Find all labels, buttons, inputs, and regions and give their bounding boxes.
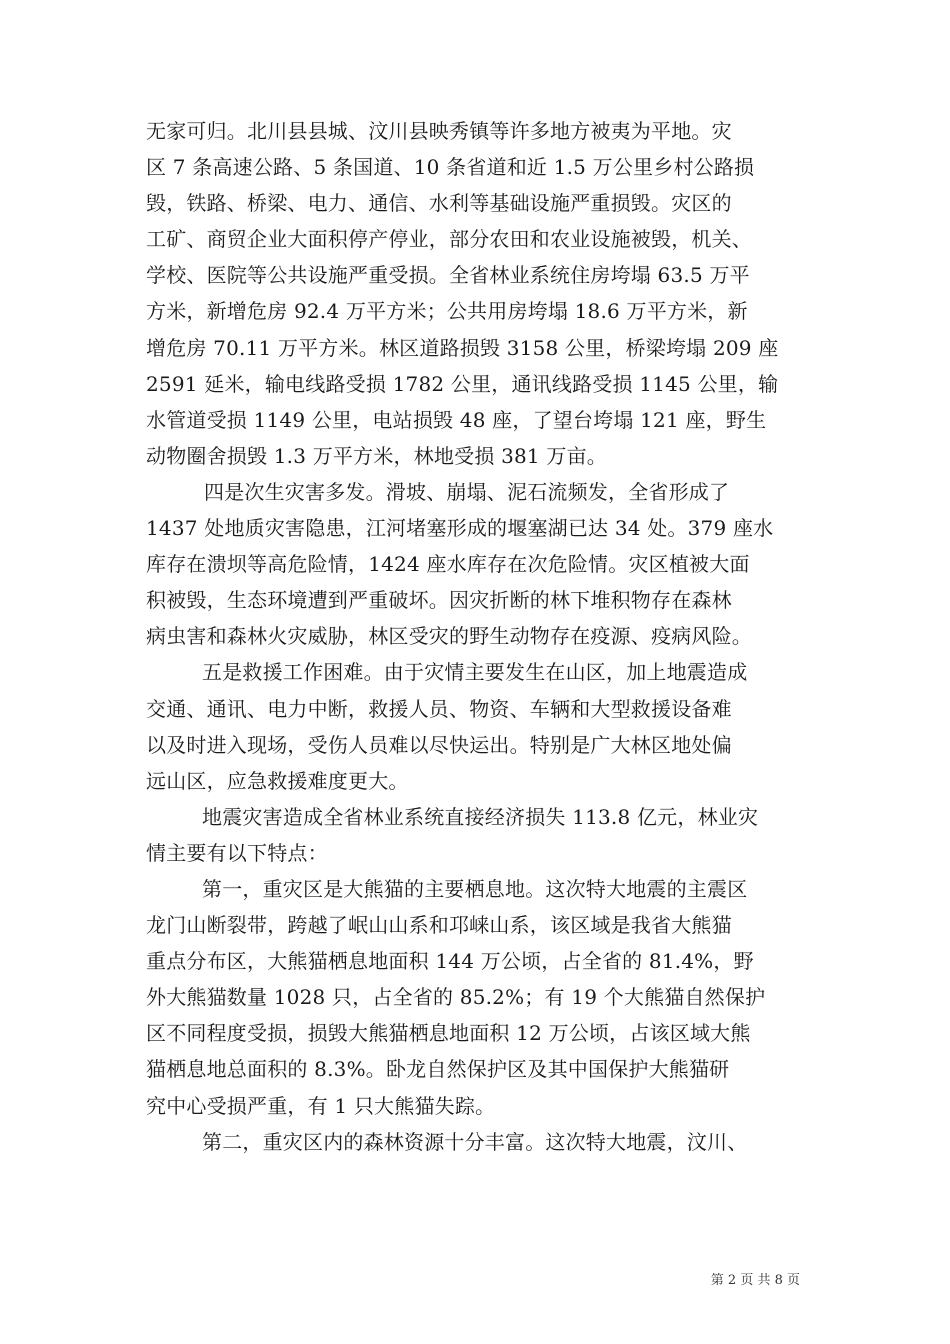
text-line: 库存在溃坝等高危险情，1424 座水库存在次危险情。灾区植被大面: [146, 552, 750, 577]
text-line: 外大熊猫数量 1028 只，占全省的 85.2%；有 19 个大熊猫自然保护: [146, 985, 766, 1010]
text-line: 远山区，应急救援难度更大。: [146, 768, 409, 793]
text-line: 水管道受损 1149 公里，电站损毁 48 座，了望台垮塌 121 座，野生: [146, 407, 767, 432]
paragraph-first-line: 第二，重灾区内的森林资源十分丰富。这次特大地震，汶川、: [202, 1129, 748, 1154]
text-line: 方米，新增危房 92.4 万平方米；公共用房垮塌 18.6 万平方米，新: [146, 299, 748, 324]
text-line: 无家可归。北川县县城、汶川县映秀镇等许多地方被夷为平地。灾: [146, 119, 732, 143]
text-line: 病虫害和森林火灾威胁，林区受灾的野生动物存在疫源、疫病风险。: [146, 624, 752, 649]
text-line: 猫栖息地总面积的 8.3%。卧龙自然保护区及其中国保护大熊猫研: [146, 1057, 730, 1082]
page-number-footer: 第 2 页 共 8 页: [710, 1273, 800, 1288]
text-line: 毁，铁路、桥梁、电力、通信、水利等基础设施严重损毁。灾区的: [146, 191, 732, 216]
text-line: 学校、医院等公共设施严重受损。全省林业系统住房垮塌 63.5 万平: [146, 263, 750, 288]
text-line: 动物圈舍损毁 1.3 万平方米，林地受损 381 万亩。: [146, 443, 608, 468]
paragraph-first-line: 四是次生灾害多发。滑坡、崩塌、泥石流频发，全省形成了: [204, 479, 730, 504]
text-line: 区 7 条高速公路、5 条国道、10 条省道和近 1.5 万公里乡村公路损: [146, 155, 755, 180]
body-text: [146, 113, 810, 1160]
text-line: 交通、通讯、电力中断，救援人员、物资、车辆和大型救援设备难: [146, 696, 732, 721]
text-line: 积被毁，生态环境遭到严重破坏。因灾折断的林下堆积物存在森林: [146, 588, 732, 613]
text-line: 情主要有以下特点：: [146, 840, 328, 865]
paragraph-first-line: 五是救援工作困难。由于灾情主要发生在山区，加上地震造成: [202, 660, 748, 685]
text-line: 2591 延米，输电线路受损 1782 公里，通讯线路受损 1145 公里，输: [146, 371, 779, 396]
text-line: 增危房 70.11 万平方米。林区道路损毁 3158 公里，桥梁垮塌 209 座: [146, 335, 779, 360]
text-line: 重点分布区，大熊猫栖息地面积 144 万公顷，占全省的 81.4%，野: [146, 949, 754, 974]
paragraph-first-line: 第一，重灾区是大熊猫的主要栖息地。这次特大地震的主震区: [202, 876, 748, 901]
text-line: 工矿、商贸企业大面积停产停业，部分农田和农业设施被毁，机关、: [146, 227, 752, 252]
text-line: 区不同程度受损，损毁大熊猫栖息地面积 12 万公顷，占该区域大熊: [146, 1021, 751, 1046]
text-line: 龙门山断裂带，跨越了岷山山系和邛崃山系，该区域是我省大熊猫: [146, 913, 732, 938]
paragraph-first-line: 地震灾害造成全省林业系统直接经济损失 113.8 亿元，林业灾: [202, 804, 759, 829]
text-line: 1437 处地质灾害隐患，江河堵塞形成的堰塞湖已达 34 处。379 座水: [146, 516, 774, 541]
text-line: 究中心受损严重，有 1 只大熊猫失踪。: [146, 1093, 496, 1118]
text-line: 以及时进入现场，受伤人员难以尽快运出。特别是广大林区地处偏: [146, 732, 732, 757]
